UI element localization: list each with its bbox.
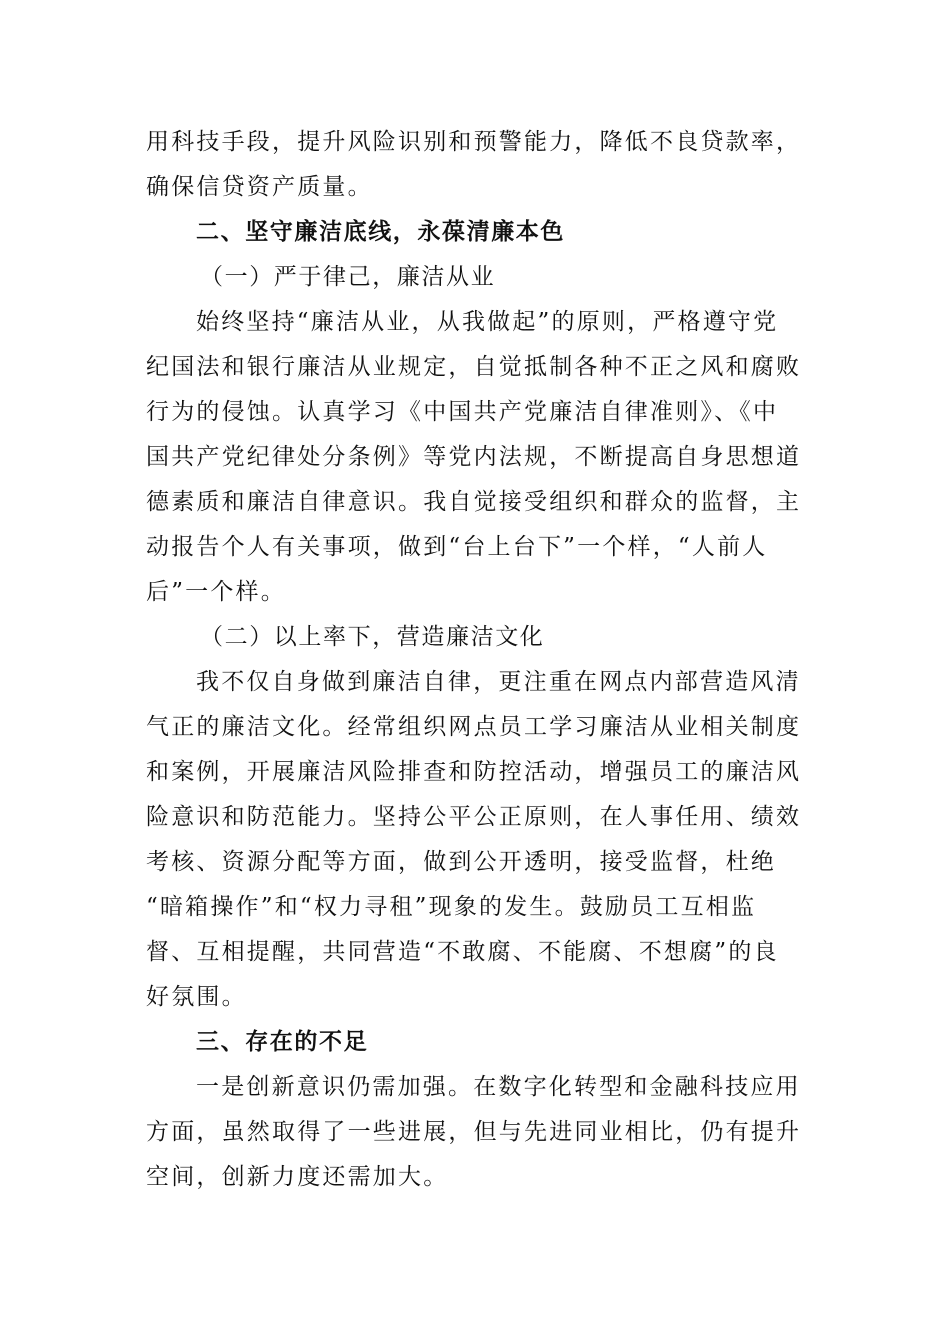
paragraph-line: 行为的侵蚀。认真学习《中国共产党廉洁自律准则》、《中 [146, 399, 779, 425]
paragraph-line: 督、互相提醒，共同营造“不敢腐、不能腐、不想腐”的良 [146, 939, 779, 965]
paragraph-line: 好氛围。 [146, 984, 247, 1010]
paragraph-line: 险意识和防范能力。坚持公平公正原则，在人事任用、绩效 [146, 804, 802, 830]
paragraph-line: 考核、资源分配等方面，做到公开透明，接受监督，杜绝 [146, 849, 776, 875]
paragraph-line: 纪国法和银行廉洁从业规定，自觉抵制各种不正之风和腐败 [146, 354, 802, 380]
subsection-heading: （一）严于律己，廉洁从业 [200, 264, 496, 290]
subsection-heading: （二）以上率下，营造廉洁文化 [200, 624, 545, 650]
paragraph-line: 德素质和廉洁自律意识。我自觉接受组织和群众的监督，主 [146, 489, 802, 515]
paragraph-line: 动报告个人有关事项，做到“台上台下”一个样，“人前人 [146, 534, 768, 560]
paragraph-line: 一是创新意识仍需加强。在数字化转型和金融科技应用 [196, 1074, 801, 1100]
paragraph-line: 确保信贷资产质量。 [146, 174, 373, 200]
paragraph-line: 方面，虽然取得了一些进展，但与先进同业相比，仍有提升 [146, 1119, 802, 1145]
paragraph-line: 气正的廉洁文化。经常组织网点员工学习廉洁从业相关制度 [146, 714, 802, 740]
paragraph-line: 始终坚持“廉洁从业，从我做起”的原则，严格遵守党 [196, 309, 779, 335]
paragraph-line: “暗箱操作”和“权力寻租”现象的发生。鼓励员工互相监 [146, 894, 757, 920]
paragraph-line: 用科技手段，提升风险识别和预警能力，降低不良贷款率， [146, 129, 802, 155]
paragraph-line: 我不仅自身做到廉洁自律，更注重在网点内部营造风清 [196, 669, 801, 695]
paragraph-line: 后”一个样。 [146, 579, 286, 605]
paragraph-line: 国共产党纪律处分条例》等党内法规，不断提高自身思想道 [146, 444, 802, 470]
paragraph-line: 和案例，开展廉洁风险排查和防控活动，增强员工的廉洁风 [146, 759, 802, 785]
section-heading: 三、存在的不足 [196, 1029, 369, 1055]
section-heading: 二、坚守廉洁底线，永葆清廉本色 [196, 219, 565, 245]
paragraph-line: 空间，创新力度还需加大。 [146, 1164, 449, 1190]
